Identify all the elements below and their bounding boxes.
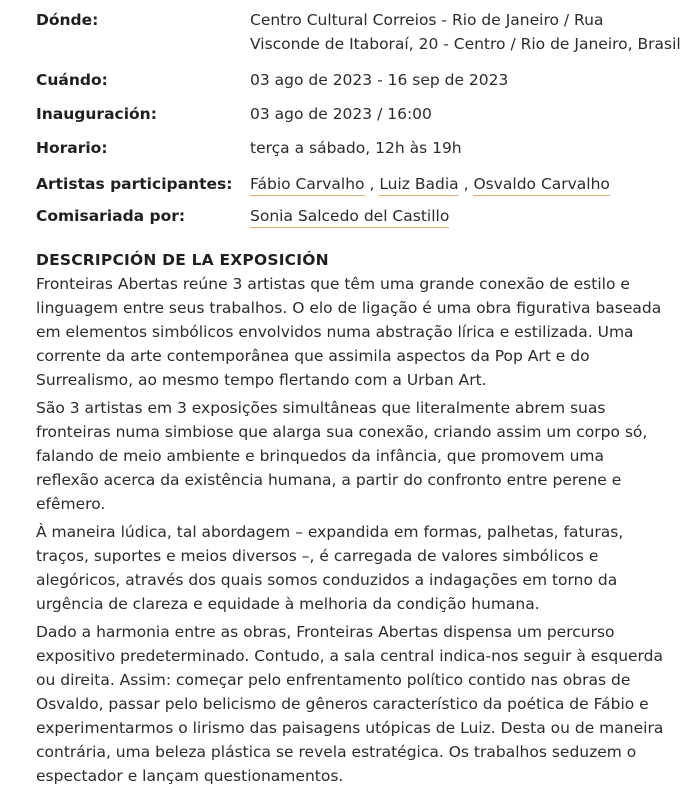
opening-value: 03 ago de 2023 / 16:00 [250, 105, 432, 123]
opening-label: Inauguración: [36, 105, 157, 123]
when-row [36, 68, 690, 92]
artist-link-luiz-badia[interactable]: Luiz Badia [379, 175, 458, 196]
curator-label: Comisariada por: [36, 207, 186, 225]
opening-row [36, 102, 690, 126]
address-line-1: Centro Cultural Correios - Rio de Janeiro / Rua [250, 11, 604, 29]
when-label: Cuándo: [36, 71, 108, 89]
artists-label: Artistas participantes: [36, 175, 233, 193]
where-row [36, 8, 690, 56]
where-label: Dónde: [36, 11, 99, 29]
artist-separator: , [458, 175, 474, 193]
artist-link-fabio-carvalho[interactable]: Fábio Carvalho [250, 175, 365, 196]
description-paragraph: Dado a harmonia entre as obras, Fronteiras Abertas dispensa um percurso expositivo predeterminado. Contudo, a sala central indica-nos seguir à esquerda ou direita. Assim: começar pelo enfrentamento político contido nas obras de Osvaldo, passar pelo belicismo de gêneros característico da poética de Fábio e experimentarmos o lirismo das paisagens utópicas de Luiz. Desta ou de maneira contrária, uma beleza plástica se revela estratégica. Os trabalhos seduzem o espectador e lançam questionamentos. [36, 623, 664, 785]
address-line-2: Visconde de Itaboraí, 20 - Centro / Rio de Janeiro, Brasil [250, 35, 681, 53]
artist-separator: , [364, 175, 380, 193]
description-paragraph: São 3 artistas em 3 exposições simultâneas que literalmente abrem suas fronteiras numa simbiose que alarga sua conexão, criando assim um corpo só, falando de meio ambiente e brinquedos da infância, que promovem uma reflexão acerca da existência humana, a partir do confronto entre perene e efêmero. [36, 399, 648, 513]
description-body [36, 272, 670, 792]
where-value [250, 8, 690, 56]
description-paragraph: À maneira lúdica, tal abordagem – expandida em formas, palhetas, faturas, traços, suportes e meios diversos –, é carregada de valores simbólicos e alegóricos, através dos quais somos conduzidos a indagações em torno da urgência de clareza e equidade à melhoria da condição humana. [36, 523, 624, 613]
artist-link-osvaldo-carvalho[interactable]: Osvaldo Carvalho [473, 175, 609, 196]
curator-value [250, 204, 690, 228]
description-title: DESCRIPCIÓN DE LA EXPOSICIÓN [36, 251, 329, 269]
hours-value: terça a sábado, 12h às 19h [250, 139, 462, 157]
description-paragraph: Fronteiras Abertas reúne 3 artistas que têm uma grande conexão de estilo e linguagem entre seus trabalhos. O elo de ligação é uma obra figurativa baseada em elementos simbólicos envolvidos numa abstração lírica e estilizada. Uma corrente da arte contemporânea que assimila aspectos da Pop Art e do Surrealismo, ao mesmo tempo flertando com a Urban Art. [36, 275, 662, 389]
artists-list [250, 172, 690, 196]
date-range: 03 ago de 2023 - 16 sep de 2023 [250, 71, 509, 89]
hours-row [36, 136, 690, 160]
hours-label: Horario: [36, 139, 108, 157]
curator-link[interactable]: Sonia Salcedo del Castillo [250, 207, 449, 228]
curator-row [36, 204, 690, 228]
artists-row [36, 172, 690, 196]
